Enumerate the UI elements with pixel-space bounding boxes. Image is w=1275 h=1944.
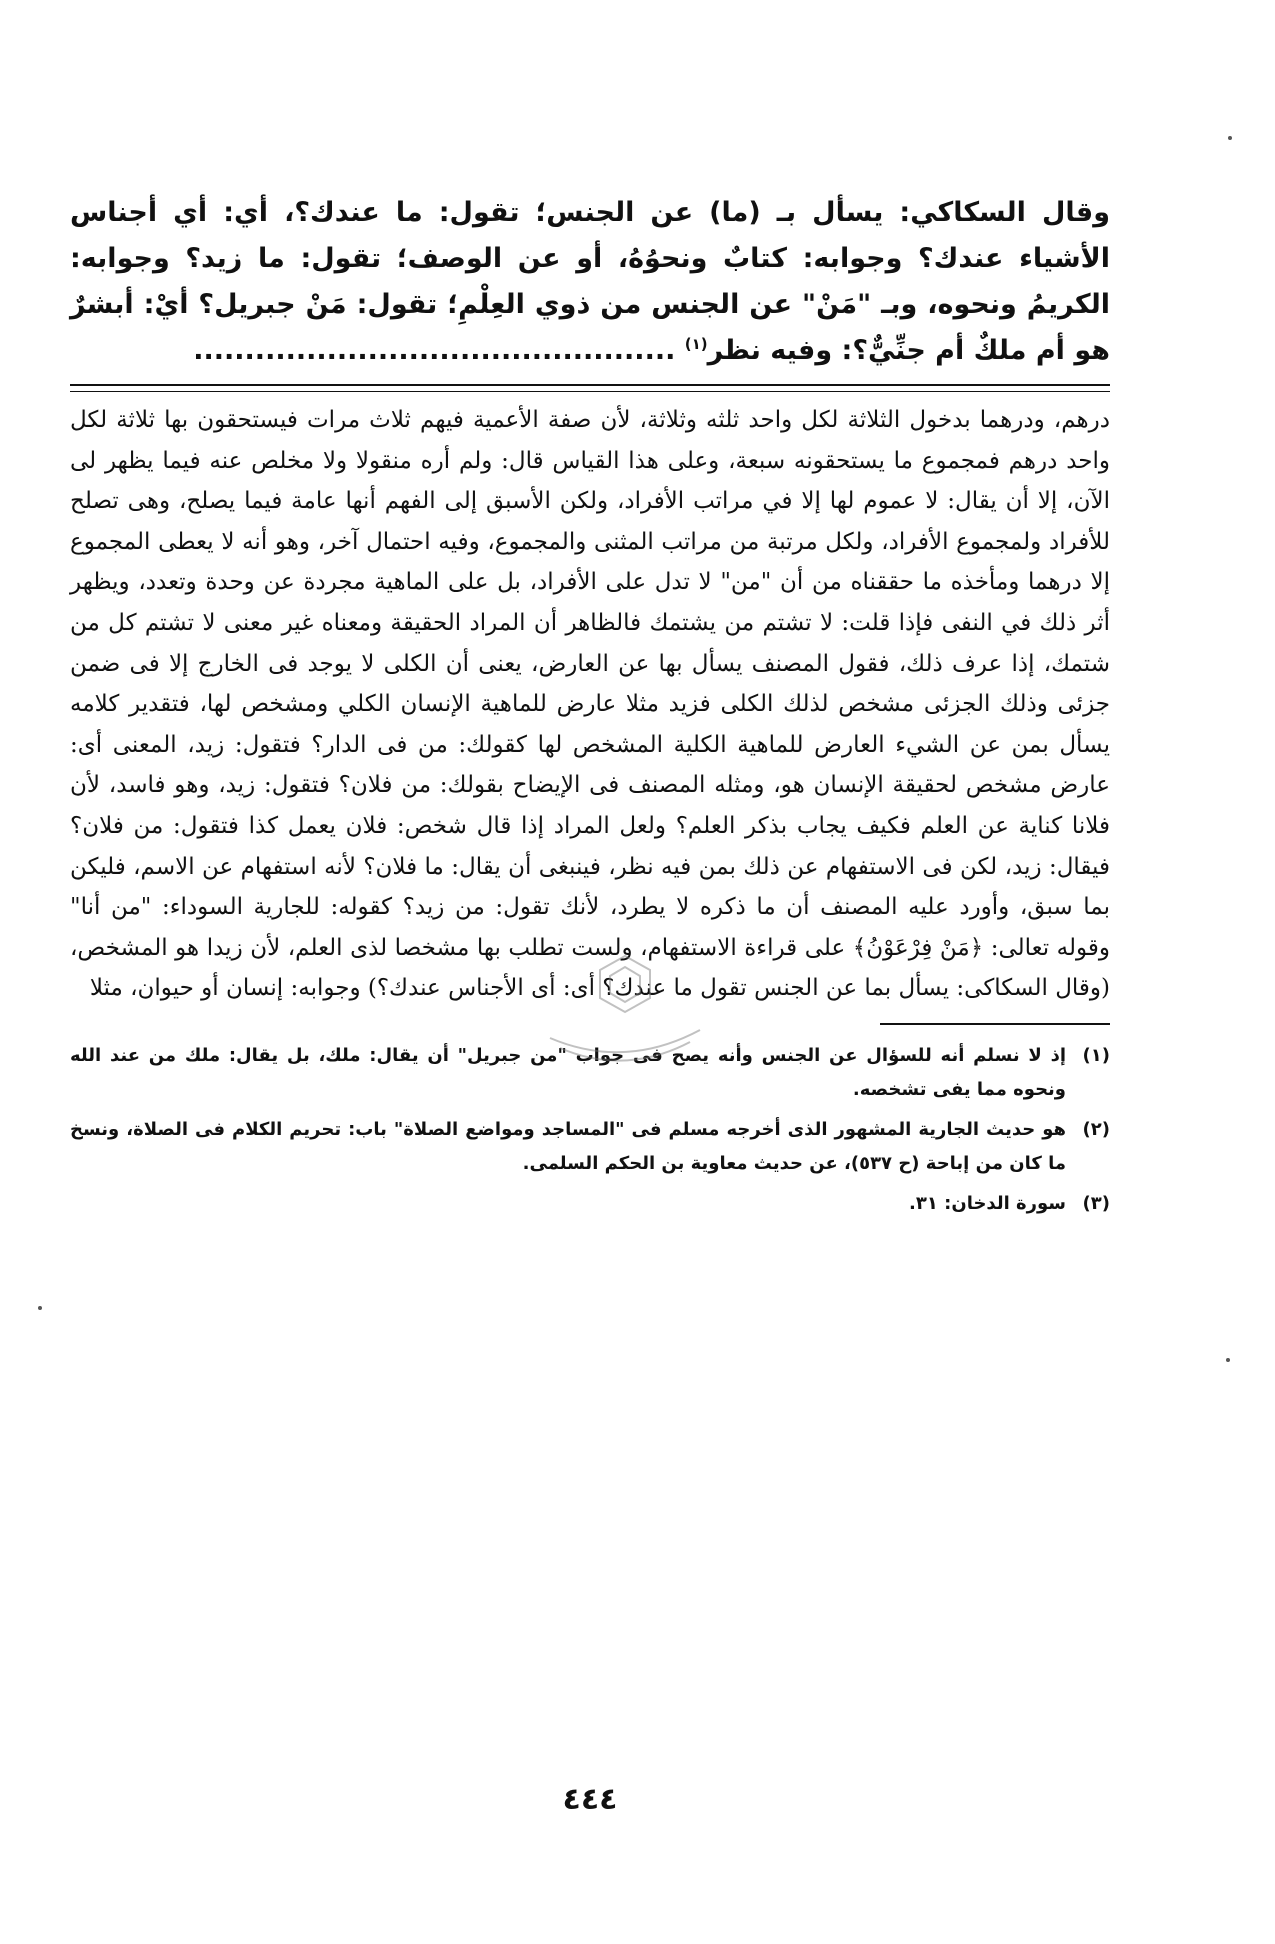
footnote-3 — [70, 1187, 1110, 1221]
section-divider — [70, 384, 1110, 392]
scan-speck — [38, 1306, 42, 1310]
main-text-block — [70, 190, 1110, 374]
library-stamp-watermark — [540, 950, 710, 1070]
leader-dots: ............................................... — [193, 335, 676, 366]
footnote-text: إذ لا نسلم أنه للسؤال عن الجنس وأنه يصح فى جواب "من جبريل" أن يقال: ملك، بل يقال: ملك من عند الله ونحوه مما يفى تشخصه. — [70, 1044, 1066, 1100]
commentary-block — [70, 400, 1110, 1009]
footnote-text: هو حديث الجارية المشهور الذى أخرجه مسلم فى "المساجد ومواضع الصلاة" باب: تحريم الكلام فى الصلاة، ونسخ ما كان من إباحة (ح ٥٣٧)، عن حديث معاوية بن الحكم السلمى. — [70, 1118, 1066, 1174]
scan-speck — [1226, 1358, 1230, 1362]
footnote-number: (٣) — [1082, 1192, 1110, 1214]
main-text-footnote-ref: (١) — [684, 335, 708, 353]
footnote-divider — [880, 1023, 1110, 1025]
footnote-number: (٢) — [1082, 1118, 1110, 1140]
footnote-2 — [70, 1113, 1110, 1181]
footnote-number: (١) — [1082, 1044, 1110, 1066]
book-page — [70, 190, 1110, 1890]
scan-speck — [1228, 136, 1232, 140]
commentary-text: درهم، ودرهما بدخول الثلاثة لكل واحد ثلثه وثلاثة، لأن صفة الأعمية فيهم ثلاث مرات فيستحقون بها ثلاثة لكل واحد درهم فمجموع ما يستحقونه سبعة، وعلى هذا القياس قال: ولم أره منقولا ولا مخلص عنه فيما يظهر لى الآن، إلا أن يقال: لا عموم لها إلا في مراتب الأفراد، ولكن الأسبق إلى الفهم أنها عامة فيما يصلح، وهى تصلح للأفراد ولمجموع الأفراد، ولكل مرتبة من مراتب المثنى والمجموع، وفيه احتمال آخر، وهو أنه لا يعطى المجموع إلا درهما ومأخذه ما حققناه من أن "من" لا تدل على الأفراد، بل على الماهية مجردة عن وحدة وتعدد، ويظهر أثر ذلك في النفى فإذا قلت: لا تشتم من يشتمك فالظاهر أن المراد الحقيقة ومعناه غير معنى لا تشتم كل من شتمك، إذا عرف ذلك، فقول المصنف يسأل بها عن العارض، يعنى أن الكلى لا يوجد فى الخارج إلا فى ضمن جزئى وذلك الجزئى مشخص لذلك الكلى فزيد مثلا عارض للماهية الإنسان الكلي ومشخص لها، فتقدير كلامه يسأل بمن عن الشيء العارض للماهية الكلية المشخص لها كقولك: من فى الدار؟ فتقول: زيد، المعنى أى: عارض مشخص لحقيقة الإنسان هو، ومثله المصنف فى الإيضاح بقولك: من فلان؟ فتقول: زيد، وهو فاسد، لأن فلانا كناية عن العلم فكيف يجاب بذكر العلم؟ ولعل المراد إذا قال شخص: فلان يعمل كذا فتقول: من فلان؟ فيقال: زيد، لكن فى الاستفهام عن ذلك بمن فيه نظر، فينبغى أن يقال: ما فلان؟ لأنه استفهام عن الاسم، فليكن بما سبق، وأورد عليه المصنف أن ما ذكره لا يطرد، لأنك تقول: من زيد؟ كقوله: للجارية السوداء: "من أنا" وقوله تعالى: ﴿مَنْ فِرْعَوْنُ﴾ على قراءة الاستفهام، ولست تطلب بها مشخصا لذى العلم، لأن زيدا هو المشخص، (وقال السكاكى: يسأل بما عن الجنس تقول ما عندك؟ أى: أى الأجناس عندك؟) وجوابه: إنسان أو حيوان، مثلا — [70, 407, 1110, 1002]
main-text: وقال السكاكي: يسأل بـ (ما) عن الجنس؛ تقول: ما عندك؟، أي: أي أجناس الأشياء عندك؟ وجوابه: كتابٌ ونحوُهُ، أو عن الوصف؛ تقول: ما زيد؟ وجوابه: الكريمُ ونحوه، وبـ "مَنْ" عن الجنس من ذوي العِلْمِ؛ تقول: مَنْ جبريل؟ أيْ: أبشرٌ هو أم ملكٌ أم جنِّيٌّ؟: وفيه نظر — [70, 197, 1110, 366]
page-number: ٤٤٤ — [562, 1782, 618, 1817]
footnote-text: سورة الدخان: ٣١. — [909, 1192, 1066, 1214]
